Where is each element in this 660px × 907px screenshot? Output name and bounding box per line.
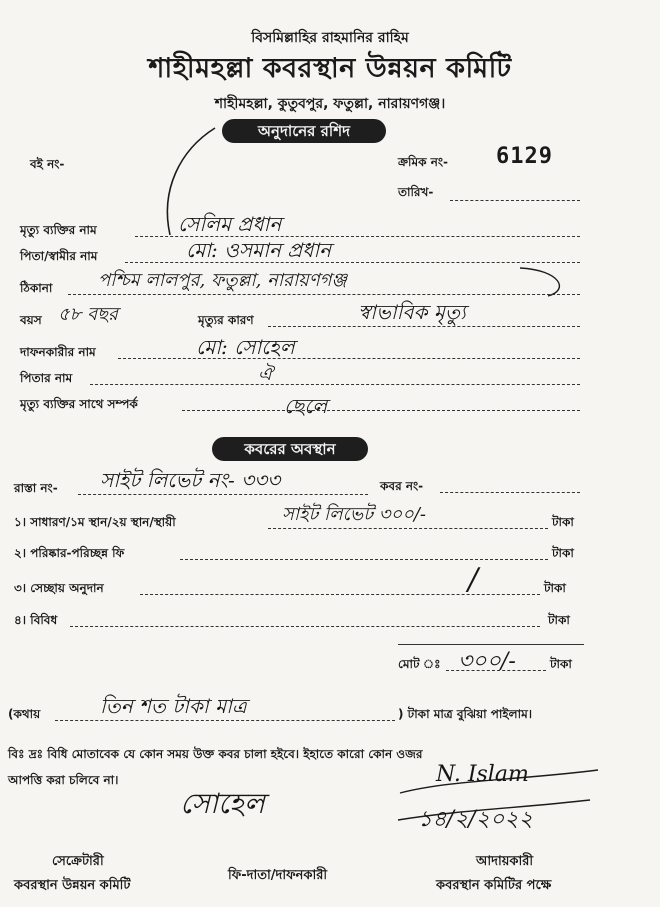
cause-label: মৃত্যুর কারণ	[198, 313, 254, 327]
burier-father-label: পিতার নাম	[20, 371, 73, 385]
serial-no-label: ক্রমিক নং-	[398, 155, 449, 169]
burier-father-line	[90, 384, 580, 385]
relation-value: ছেলে	[284, 394, 328, 418]
fee-row-3-line	[140, 594, 540, 595]
total-label: মোট ঃ	[398, 657, 441, 671]
relation-line	[182, 410, 580, 411]
deceased-name-label: মৃত্যু ব্যক্তির নাম	[20, 223, 97, 237]
collector-label: আদায়কারী	[476, 854, 534, 869]
in-words-close: ) টাকা মাত্র বুঝিয়া পাইলাম।	[398, 707, 533, 721]
fee-row-2-line	[180, 559, 548, 560]
fee-row-3-value: /	[468, 562, 479, 597]
book-no-label: বই নং-	[30, 157, 65, 171]
secretary-label: সেক্রেটারী	[52, 854, 104, 869]
relation-label: মৃত্যু ব্যক্তির সাথে সম্পর্ক	[20, 397, 138, 411]
burier-name-label: দাফনকারীর নাম	[20, 345, 96, 359]
burier-name-value: মো: সোহেল	[196, 335, 295, 359]
age-label: বয়স	[20, 313, 42, 327]
burier-father-value: ঐ	[258, 364, 273, 385]
collector-signature: N. Islam	[436, 762, 529, 787]
cause-value: স্বাভাবিক মৃত্যু	[358, 300, 466, 324]
notice-line-2: আপত্তি করা চলিবে না।	[8, 773, 119, 787]
collector-side-label: কবরস্থান কমিটির পক্ষে	[436, 878, 552, 893]
organization-address: শাহীমহল্লা, কুতুবপুর, ফতুল্লা, নারায়ণগঞ্জ।	[214, 96, 446, 112]
organization-title: শাহীমহল্লা কবরস্থান উন্নয়ন কমিটি	[148, 53, 512, 84]
handwritten-date: ১৪/২/২০২২	[418, 807, 533, 832]
father-husband-label: পিতা/স্বামীর নাম	[20, 249, 98, 263]
serial-no-value: 6129	[496, 144, 553, 169]
date-label: তারিখ-	[398, 185, 434, 199]
fee-row-4-line	[70, 626, 540, 627]
grave-no-line	[440, 492, 580, 493]
father-husband-value: মো: ওসমান প্রধান	[186, 238, 332, 262]
grave-no-label: কবর নং-	[380, 479, 424, 493]
payer-signature: সোহেল	[180, 787, 265, 820]
payer-role-label: ফি-দাতা/দাফনকারী	[228, 868, 328, 883]
committee-label: কবরস্থান উন্নয়ন কমিটি	[14, 878, 131, 893]
fee-row-4-unit: টাকা	[548, 613, 570, 627]
in-words-open: (কথায়	[8, 707, 41, 721]
fee-row-3-label: ৩। সেচ্ছায় অনুদান	[14, 581, 104, 595]
grave-location-badge: কবরের অবস্থান	[212, 437, 368, 461]
burier-name-line	[118, 358, 580, 359]
in-words-value: তিন শত টাকা মাত্র	[100, 694, 247, 718]
total-value: ৩০০/-	[458, 649, 516, 674]
address-label: ঠিকানা	[20, 281, 53, 295]
fee-row-1-label: ১। সাধারণ/১ম স্থান/২য় স্থান/স্থায়ী	[14, 515, 176, 529]
fee-row-3-unit: টাকা	[544, 581, 566, 595]
total-unit: টাকা	[550, 657, 572, 671]
road-no-label: রাস্তা নং-	[14, 481, 58, 495]
fee-row-4-label: ৪। বিবিধ	[14, 613, 58, 627]
age-value: ৫৮ বছর	[58, 304, 118, 325]
bismillah-line: বিসমিল্লাহির রাহমানির রাহিম	[251, 30, 409, 46]
deceased-name-value: সেলিম প্রধান	[178, 212, 282, 236]
fee-row-1-unit: টাকা	[552, 515, 574, 529]
road-no-value: সাইট লিভেট নং- ৩৩৩	[100, 468, 281, 492]
address-value: পশ্চিম লালপুর, ফতুল্লা, নারায়ণগঞ্জ	[98, 270, 347, 291]
fee-row-1-value: সাইট লিভেট ৩০০/-	[282, 504, 426, 525]
fee-row-2-label: ২। পরিষ্কার-পরিচ্ছন্ন ফি	[14, 546, 125, 560]
notice-line-1: বিঃ দ্রঃ বিধি মোতাবেক যে কোন সময় উক্ত কবর চালা হইবে। ইহাতে কারো কোন ওজর	[8, 747, 423, 761]
fee-row-2-unit: টাকা	[552, 546, 574, 560]
receipt-title-badge: অনুদানের রশিদ	[222, 119, 386, 143]
